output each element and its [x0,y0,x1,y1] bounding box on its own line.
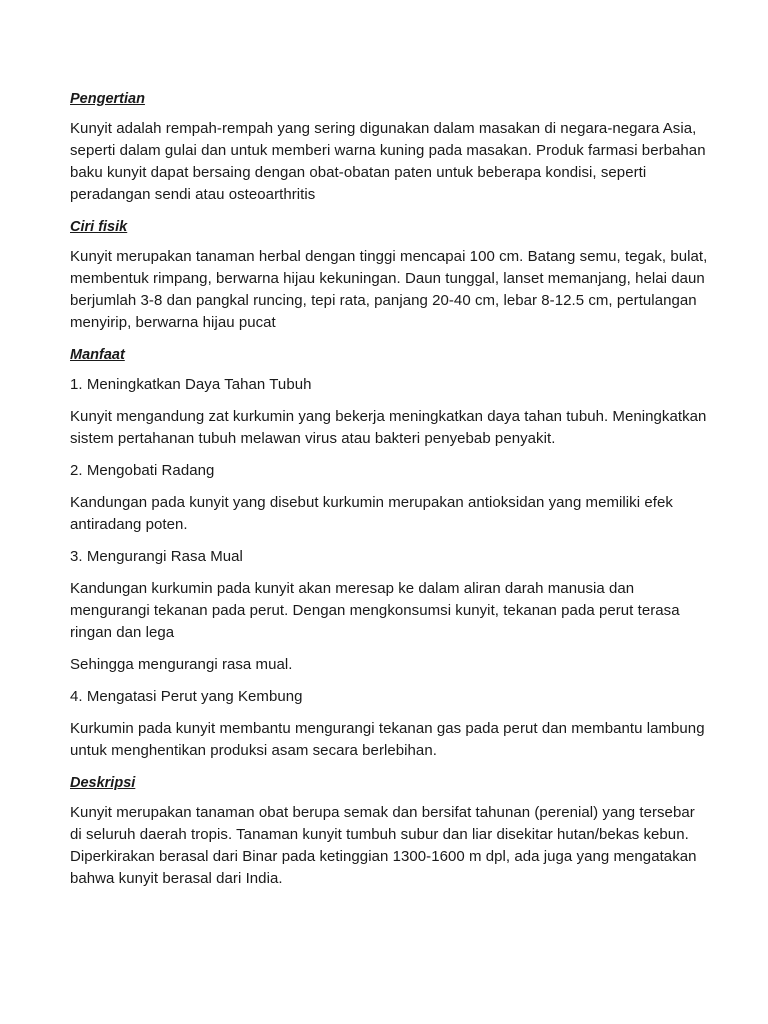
manfaat-item-body-3: Kandungan kurkumin pada kunyit akan meresap ke dalam aliran darah manusia dan mengurangi tekanan pada perut. Dengan mengkonsumsi kunyit, tekanan pada perut terasa ringan dan lega [70,580,680,641]
heading-pengertian: Pengertian [70,91,145,107]
manfaat-item-title-3: 3. Mengurangi Rasa Mual [70,548,243,565]
manfaat-item-extra-3: Sehingga mengurangi rasa mual. [70,656,293,673]
manfaat-item-title-1: 1. Meningkatkan Daya Tahan Tubuh [70,376,312,393]
paragraph-deskripsi: Kunyit merupakan tanaman obat berupa semak dan bersifat tahunan (perenial) yang tersebar di seluruh daerah tropis. Tanaman kunyit tumbuh subur dan liar disekitar hutan/bekas kebun. Diperkirakan berasal dari Binar pada ketinggian 1300-1600 m dpl, ada juga yang mengatakan bahwa kunyit berasal dari India. [70,804,697,887]
document-page [70,88,710,900]
paragraph-ciri-fisik: Kunyit merupakan tanaman herbal dengan tinggi mencapai 100 cm. Batang semu, tegak, bulat, membentuk rimpang, berwarna hijau kekuningan. Daun tunggal, lanset memanjang, helai daun berjumlah 3-8 dan pangkal runcing, tepi rata, panjang 20-40 cm, lebar 8-12.5 cm, pertulangan menyirip, berwarna hijau pucat [70,248,708,331]
manfaat-item-body-1: Kunyit mengandung zat kurkumin yang bekerja meningkatkan daya tahan tubuh. Meningkatkan sistem pertahanan tubuh melawan virus atau bakteri penyebab penyakit. [70,408,707,447]
heading-deskripsi: Deskripsi [70,775,136,791]
paragraph-pengertian: Kunyit adalah rempah-rempah yang sering digunakan dalam masakan di negara-negara Asia, seperti dalam gulai dan untuk memberi warna kuning pada masakan. Produk farmasi berbahan baku kunyit dapat bersaing dengan obat-obatan paten untuk beberapa kondisi, seperti peradangan sendi atau osteoarthritis [70,120,706,203]
manfaat-item-title-2: 2. Mengobati Radang [70,462,215,479]
manfaat-item-title-4: 4. Mengatasi Perut yang Kembung [70,688,303,705]
manfaat-item-body-4: Kurkumin pada kunyit membantu mengurangi tekanan gas pada perut dan membantu lambung untuk menghentikan produksi asam secara berlebihan. [70,720,705,759]
heading-manfaat: Manfaat [70,347,125,363]
manfaat-item-body-2: Kandungan pada kunyit yang disebut kurkumin merupakan antioksidan yang memiliki efek antiradang poten. [70,494,673,533]
heading-ciri-fisik: Ciri fisik [70,219,128,235]
